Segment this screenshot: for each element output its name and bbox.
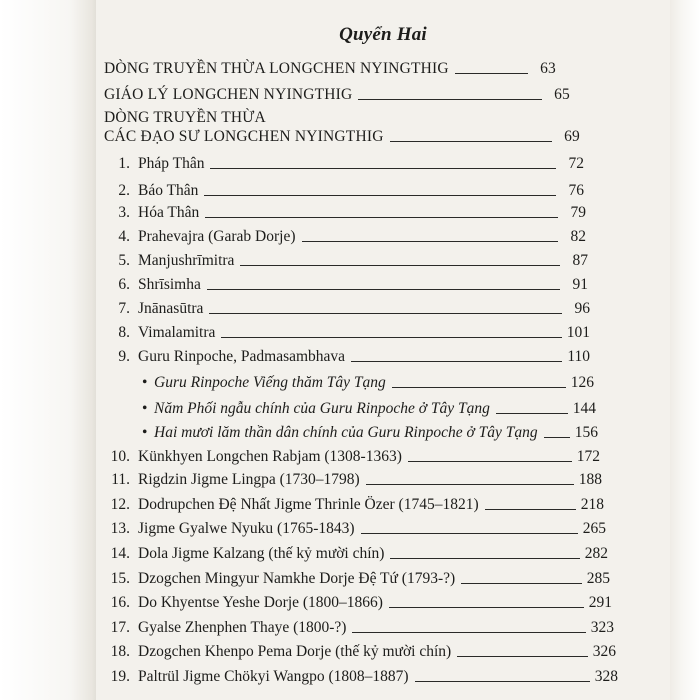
toc-entry xyxy=(104,180,584,200)
toc-entry-text: Báo Thân xyxy=(138,182,199,199)
toc-entry-text: Do Khyentse Yeshe Dorje (1800–1866) xyxy=(138,594,383,611)
toc-entry-text: Shrīsimha xyxy=(138,276,201,293)
toc-entry-number: 4. xyxy=(118,228,130,245)
leader-line xyxy=(210,167,556,169)
leader-line xyxy=(358,98,542,100)
toc-entry-number: 13. xyxy=(110,520,130,537)
toc-page-number: 285 xyxy=(586,570,610,587)
leader-line xyxy=(415,680,590,682)
toc-section xyxy=(104,58,556,78)
toc-entry-number: 3. xyxy=(118,204,130,221)
toc-page-number: 265 xyxy=(582,520,606,537)
toc-entry-text: Hóa Thân xyxy=(138,204,200,221)
leader-line xyxy=(205,216,558,218)
leader-line xyxy=(302,240,559,242)
toc-entry-number: 11. xyxy=(111,471,130,488)
toc-page-number: 172 xyxy=(576,448,600,465)
toc-entry xyxy=(104,250,588,270)
page-left-margin xyxy=(0,0,96,700)
toc-entry-text: Guru Rinpoche, Padmasambhava xyxy=(138,348,346,365)
toc-page-number: 328 xyxy=(594,668,618,685)
leader-line xyxy=(389,606,584,608)
leader-line xyxy=(461,582,582,584)
toc-entry xyxy=(104,446,600,466)
toc-entry-text: Dola Jigme Kalzang (thế kỷ mười chín) xyxy=(138,545,385,562)
toc-page-number: 96 xyxy=(574,300,590,317)
toc-page-number: 144 xyxy=(572,400,596,417)
leader-line xyxy=(457,655,588,657)
toc-entry-number: 1. xyxy=(118,155,130,172)
toc-entry-text: Künkhyen Longchen Rabjam (1308-1363) xyxy=(138,448,402,465)
toc-entry xyxy=(104,226,586,246)
leader-line xyxy=(207,288,560,290)
toc-section-text: GIÁO LÝ LONGCHEN NYINGTHIG xyxy=(104,86,353,103)
toc-entry-text: Jnānasūtra xyxy=(138,300,204,317)
toc-sub-entry xyxy=(142,398,596,418)
toc-entry-text: Dzogchen Mingyur Namkhe Dorje Đệ Tứ (1793-?) xyxy=(138,570,456,587)
toc-sub-entry-text: Guru Rinpoche Viếng thăm Tây Tạng xyxy=(154,374,386,391)
toc-page-number: 79 xyxy=(570,204,586,221)
leader-line xyxy=(496,412,568,414)
toc-entry-number: 18. xyxy=(110,643,130,660)
toc-entry-number: 16. xyxy=(110,594,130,611)
toc-page-number: 76 xyxy=(568,182,584,199)
toc-entry-text: Paltrül Jigme Chökyi Wangpo (1808–1887) xyxy=(138,668,409,685)
toc-entry-text: Manjushrīmitra xyxy=(138,252,235,269)
leader-line xyxy=(390,557,580,559)
toc-entry-text: Dzogchen Khenpo Pema Dorje (thế kỷ mười chín) xyxy=(138,643,452,660)
toc-entry xyxy=(104,568,610,588)
toc-entry xyxy=(104,298,590,318)
toc-page-number: 87 xyxy=(572,252,588,269)
toc-section xyxy=(104,126,580,146)
toc-entry xyxy=(104,346,590,366)
toc-page-number: 110 xyxy=(567,348,590,365)
toc-section-text: DÒNG TRUYỀN THỪA LONGCHEN NYINGTHIG xyxy=(104,60,449,77)
toc-page-number: 188 xyxy=(578,471,602,488)
toc-entry-number: 8. xyxy=(118,324,130,341)
toc-entry xyxy=(104,641,616,661)
toc-entry-number: 5. xyxy=(118,252,130,269)
toc-entry-text: Pháp Thân xyxy=(138,155,205,172)
toc-entry-text: Dodrupchen Đệ Nhất Jigme Thrinle Özer (1745–1821) xyxy=(138,496,479,513)
toc-entry-number: 12. xyxy=(110,496,130,513)
table-of-contents xyxy=(96,0,670,700)
toc-sub-entry-text: Năm Phối ngẫu chính của Guru Rinpoche ở Tây Tạng xyxy=(154,400,490,417)
toc-section-text: CÁC ĐẠO SƯ LONGCHEN NYINGTHIG xyxy=(104,128,384,145)
toc-entry xyxy=(104,617,614,637)
toc-section-line1: DÒNG TRUYỀN THỪA xyxy=(104,109,266,126)
toc-entry-text: Rigdzin Jigme Lingpa (1730–1798) xyxy=(138,471,360,488)
toc-entry-number: 14. xyxy=(110,545,130,562)
toc-entry-number: 2. xyxy=(118,182,130,199)
part-title: Quyển Hai xyxy=(339,24,427,45)
page-right-margin xyxy=(670,0,700,700)
toc-page-number: 218 xyxy=(580,496,604,513)
leader-line xyxy=(366,483,574,485)
toc-entry xyxy=(104,666,618,686)
toc-entry xyxy=(104,274,588,294)
toc-entry xyxy=(104,153,584,173)
toc-page-number: 65 xyxy=(554,86,570,103)
toc-entry xyxy=(104,494,604,514)
toc-page-number: 63 xyxy=(540,60,556,77)
toc-entry-text: Prahevajra (Garab Dorje) xyxy=(138,228,296,245)
bullet-icon: • xyxy=(142,374,148,391)
leader-line xyxy=(361,532,578,534)
toc-entry-number: 6. xyxy=(118,276,130,293)
toc-entry-text: Gyalse Zhenphen Thaye (1800-?) xyxy=(138,619,347,636)
leader-line xyxy=(485,508,576,510)
leader-line xyxy=(544,436,570,438)
toc-entry xyxy=(104,543,608,563)
toc-page-number: 82 xyxy=(570,228,586,245)
leader-line xyxy=(392,386,566,388)
toc-sub-entry xyxy=(142,422,598,442)
toc-section xyxy=(104,84,570,104)
leader-line xyxy=(221,336,562,338)
toc-entry xyxy=(104,322,590,342)
toc-entry xyxy=(104,202,586,222)
toc-entry-number: 17. xyxy=(110,619,130,636)
toc-entry xyxy=(104,469,602,489)
bullet-icon: • xyxy=(142,424,148,441)
bullet-icon: • xyxy=(142,400,148,417)
leader-line xyxy=(390,140,552,142)
toc-page-number: 323 xyxy=(590,619,614,636)
toc-entry-number: 9. xyxy=(118,348,130,365)
toc-sub-entry xyxy=(142,372,594,392)
toc-page-number: 291 xyxy=(588,594,612,611)
leader-line xyxy=(240,264,560,266)
toc-entry-number: 19. xyxy=(110,668,130,685)
leader-line xyxy=(455,72,528,74)
toc-page-number: 126 xyxy=(570,374,594,391)
toc-page-number: 156 xyxy=(574,424,598,441)
toc-sub-entry-text: Hai mươi lăm thần dân chính của Guru Rinpoche ở Tây Tạng xyxy=(154,424,538,441)
toc-entry-text: Vimalamitra xyxy=(138,324,216,341)
toc-page-number: 282 xyxy=(584,545,608,562)
toc-entry-number: 15. xyxy=(110,570,130,587)
toc-page-number: 326 xyxy=(592,643,616,660)
leader-line xyxy=(408,460,572,462)
toc-entry xyxy=(104,592,612,612)
toc-page-number: 91 xyxy=(572,276,588,293)
toc-entry-number: 10. xyxy=(110,448,130,465)
toc-entry-text: Jigme Gyalwe Nyuku (1765-1843) xyxy=(138,520,355,537)
leader-line xyxy=(352,631,586,633)
toc-page-number: 101 xyxy=(566,324,590,341)
toc-page-number: 69 xyxy=(564,128,580,145)
toc-entry xyxy=(104,518,606,538)
leader-line xyxy=(209,312,562,314)
leader-line xyxy=(351,360,562,362)
toc-page-number: 72 xyxy=(568,155,584,172)
leader-line xyxy=(204,194,556,196)
toc-entry-number: 7. xyxy=(118,300,130,317)
